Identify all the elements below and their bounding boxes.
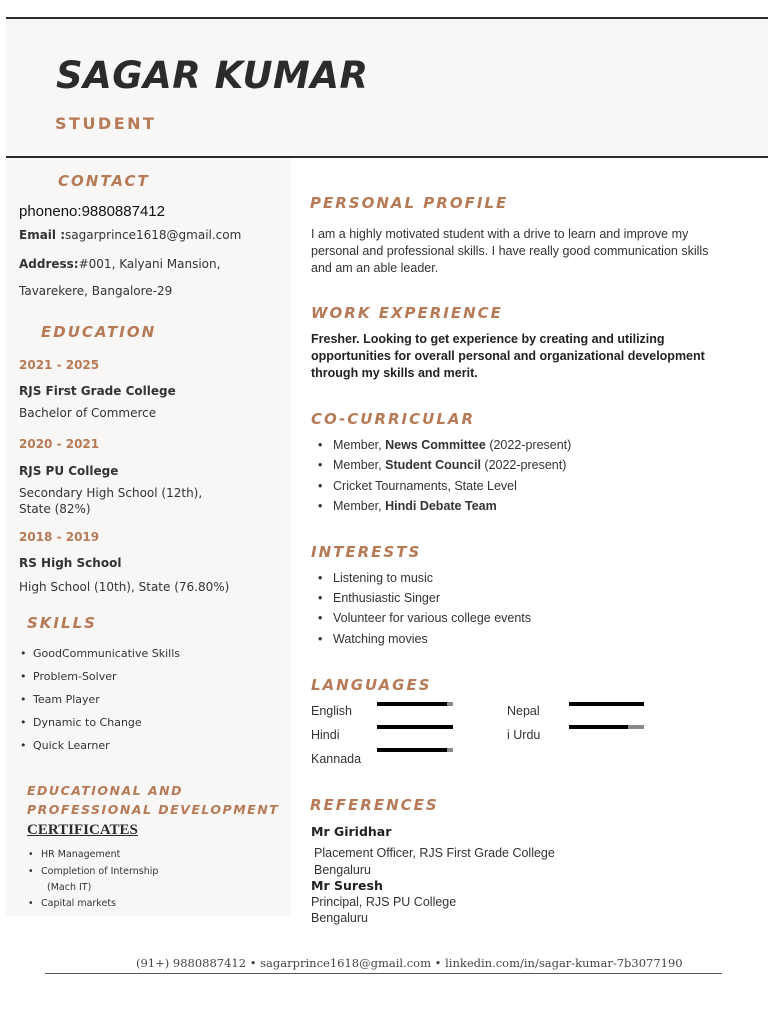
contact-email — [19, 228, 241, 242]
interest-item: • Volunteer for various college events — [318, 611, 532, 625]
skill-item: • Dynamic to Change — [20, 716, 142, 729]
cocurricular-text: Cricket Tournaments, State Level — [333, 479, 517, 493]
education-school: RJS PU College — [19, 464, 119, 478]
education-heading: EDUCATION — [41, 323, 157, 341]
cocurricular-heading: CO-CURRICULAR — [311, 410, 476, 428]
reference-city: Bengaluru — [314, 863, 371, 877]
development-heading — [27, 781, 279, 819]
profile-heading: PERSONAL PROFILE — [310, 194, 509, 212]
language-level-fill — [377, 702, 447, 706]
work-heading: WORK EXPERIENCE — [311, 304, 503, 322]
language-name: Kannada — [311, 752, 362, 766]
candidate-name: SAGAR KUMAR — [56, 54, 369, 97]
reference-position: Placement Officer, RJS First Grade College — [314, 846, 555, 860]
skill-label: Quick Learner — [33, 739, 110, 752]
cocurricular-item: • Member, Student Council (2022-present) — [318, 458, 567, 472]
interests-heading: INTERESTS — [311, 543, 422, 561]
skill-item: • Problem-Solver — [20, 670, 117, 683]
footer-rule — [45, 973, 722, 974]
certificate-label: HR Management — [41, 849, 121, 860]
certificate-item: • HR Management — [28, 849, 121, 860]
skill-item: • GoodCommunicative Skills — [20, 647, 180, 660]
certificate-item: • Capital markets — [28, 898, 116, 909]
interest-label: Volunteer for various college events — [333, 611, 532, 625]
language-name: English — [311, 704, 352, 718]
education-years: 2018 - 2019 — [19, 530, 100, 544]
language-level-fill — [377, 725, 453, 729]
email-value: sagarprince1618@gmail.com — [65, 228, 242, 242]
certificate-label: Capital markets — [41, 898, 116, 909]
language-level-fill — [377, 748, 447, 752]
certificates-title: CERTIFICATES — [27, 822, 138, 838]
certificate-item-continued: (Mach IT) — [47, 882, 92, 893]
cocurricular-bold: Hindi Debate Team — [385, 499, 497, 513]
skill-label: Dynamic to Change — [33, 716, 142, 729]
skill-label: Problem-Solver — [33, 670, 117, 683]
interest-item: • Watching movies — [318, 632, 428, 646]
skill-label: GoodCommunicative Skills — [33, 647, 180, 660]
education-detail: Secondary High School (12th), — [19, 486, 203, 500]
development-heading-line-1: EDUCATIONAL AND — [27, 783, 183, 798]
references-heading: REFERENCES — [310, 796, 439, 814]
language-level-bar — [377, 748, 453, 752]
languages-heading: LANGUAGES — [311, 676, 432, 694]
interest-label: Enthusiastic Singer — [333, 591, 441, 605]
education-detail: State (82%) — [19, 502, 91, 516]
education-years: 2020 - 2021 — [19, 437, 100, 451]
certificate-label: Completion of Internship — [41, 866, 159, 877]
address-line-1: #001, Kalyani Mansion, — [78, 257, 221, 271]
cocurricular-item: • Member, Hindi Debate Team — [318, 499, 497, 513]
education-school: RS High School — [19, 556, 122, 570]
education-school: RJS First Grade College — [19, 384, 176, 398]
language-name: Nepal — [507, 704, 540, 718]
language-level-fill — [569, 702, 644, 706]
language-name: i Urdu — [507, 728, 541, 742]
address-label: Address: — [19, 257, 79, 271]
skill-label: Team Player — [33, 693, 100, 706]
cocurricular-text: Member, — [333, 458, 386, 472]
development-heading-line-2: PROFESSIONAL DEVELOPMENT — [27, 802, 280, 817]
skills-heading: SKILLS — [27, 614, 97, 632]
cocurricular-suffix: (2022-present) — [485, 438, 572, 452]
language-level-bar — [569, 725, 644, 729]
footer-contact: (91+) 9880887412 • sagarprince1618@gmail.com • linkedin.com/in/sagar-kumar-7b3077190 — [136, 956, 683, 970]
cocurricular-text: Member, — [333, 438, 386, 452]
reference-name: Mr Suresh — [311, 878, 383, 893]
language-level-bar — [377, 725, 453, 729]
candidate-role: STUDENT — [55, 114, 157, 133]
reference-city: Bengaluru — [311, 911, 368, 925]
language-level-bar — [377, 702, 453, 706]
reference-position: Principal, RJS PU College — [311, 895, 457, 909]
interest-label: Watching movies — [333, 632, 428, 646]
work-text: Fresher. Looking to get experience by creating and utilizing opportunities for overall personal and organizational development through my skills and merit. — [311, 332, 705, 380]
email-label: Email : — [19, 228, 66, 242]
interest-item: • Listening to music — [318, 571, 434, 585]
education-years: 2021 - 2025 — [19, 358, 100, 372]
reference-name: Mr Giridhar — [311, 824, 392, 839]
cocurricular-suffix: (2022-present) — [480, 458, 567, 472]
education-detail: Bachelor of Commerce — [19, 406, 157, 420]
cocurricular-item: • Cricket Tournaments, State Level — [318, 479, 517, 493]
cocurricular-bold: Student Council — [385, 458, 481, 472]
interest-item: • Enthusiastic Singer — [318, 591, 441, 605]
certificate-item: • Completion of Internship — [28, 866, 159, 877]
cocurricular-item: • Member, News Committee (2022-present) — [318, 438, 572, 452]
contact-heading: CONTACT — [58, 172, 150, 190]
contact-phone: phoneno:9880887412 — [19, 203, 165, 220]
interest-label: Listening to music — [333, 571, 434, 585]
skill-item: • Quick Learner — [20, 739, 110, 752]
cocurricular-text: Member, — [333, 499, 386, 513]
skill-item: • Team Player — [20, 693, 100, 706]
contact-address-1 — [19, 257, 220, 271]
language-name: Hindi — [311, 728, 340, 742]
cocurricular-bold: News Committee — [385, 438, 486, 452]
language-level-fill — [569, 725, 628, 729]
education-detail: High School (10th), State (76.80%) — [19, 580, 230, 594]
address-line-2: Tavarekere, Bangalore-29 — [19, 284, 173, 298]
profile-text: I am a highly motivated student with a drive to learn and improve my personal and professional skills. I have really good communication skills and am an able leader. — [311, 227, 709, 275]
language-level-bar — [569, 702, 644, 706]
